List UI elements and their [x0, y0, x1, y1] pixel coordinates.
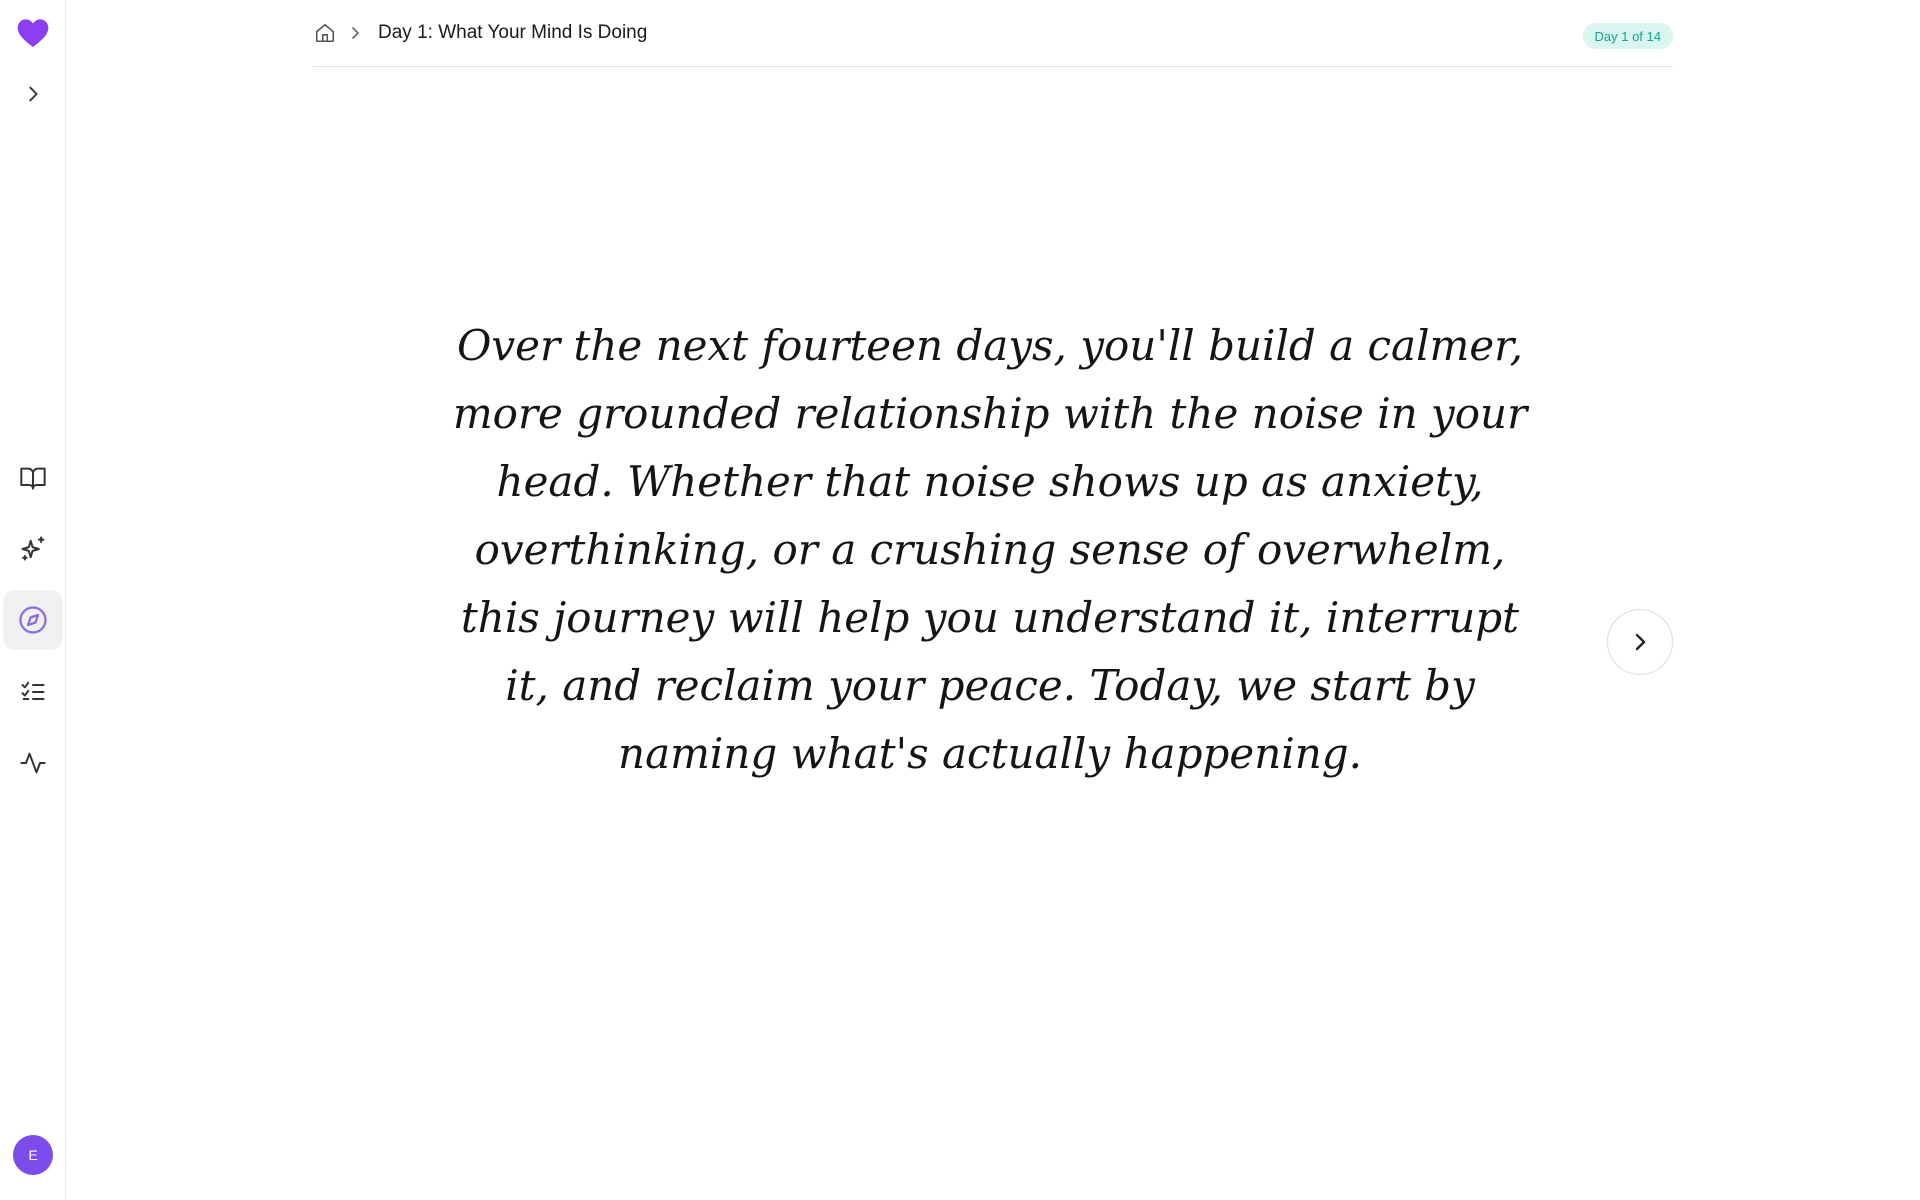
book-open-icon [19, 464, 47, 492]
compass-icon [18, 605, 48, 635]
chevron-right-icon [22, 83, 44, 105]
nav-tasks-button[interactable] [3, 662, 63, 722]
heart-icon [17, 18, 49, 48]
day-progress-badge: Day 1 of 14 [1583, 23, 1674, 49]
app-logo[interactable] [3, 3, 63, 63]
nav-library-button[interactable] [3, 448, 63, 508]
user-avatar[interactable] [13, 1135, 53, 1175]
sparkles-icon [19, 535, 47, 563]
expand-sidebar-button[interactable] [3, 64, 63, 124]
breadcrumb-current-page: Day 1: What Your Mind Is Doing [378, 22, 648, 43]
home-button[interactable] [313, 21, 337, 45]
lesson-content [440, 312, 1540, 788]
sidebar [0, 0, 66, 1200]
nav-explore-button[interactable] [3, 590, 63, 650]
nav-progress-button[interactable] [3, 733, 63, 793]
list-checks-icon [19, 678, 47, 706]
chevron-right-icon [1628, 630, 1652, 654]
breadcrumb-bar [313, 0, 1673, 67]
home-icon [314, 22, 336, 44]
avatar-initial: E [28, 1147, 38, 1163]
chevron-right-icon [350, 26, 362, 40]
activity-icon [19, 749, 47, 777]
breadcrumb-separator [350, 26, 362, 40]
nav-ai-button[interactable] [3, 519, 63, 579]
next-page-button[interactable] [1607, 609, 1673, 675]
lesson-body-text: Over the next fourteen days, you'll build a calmer, more grounded relationship with the noise in your head. Whether that noise shows up as anxiety, overthinking, or a crushing sense of overwhelm, this journey will help you understand it, interrupt it, and reclaim your peace. Today, we start by naming what's actually happening. [452, 321, 1528, 778]
